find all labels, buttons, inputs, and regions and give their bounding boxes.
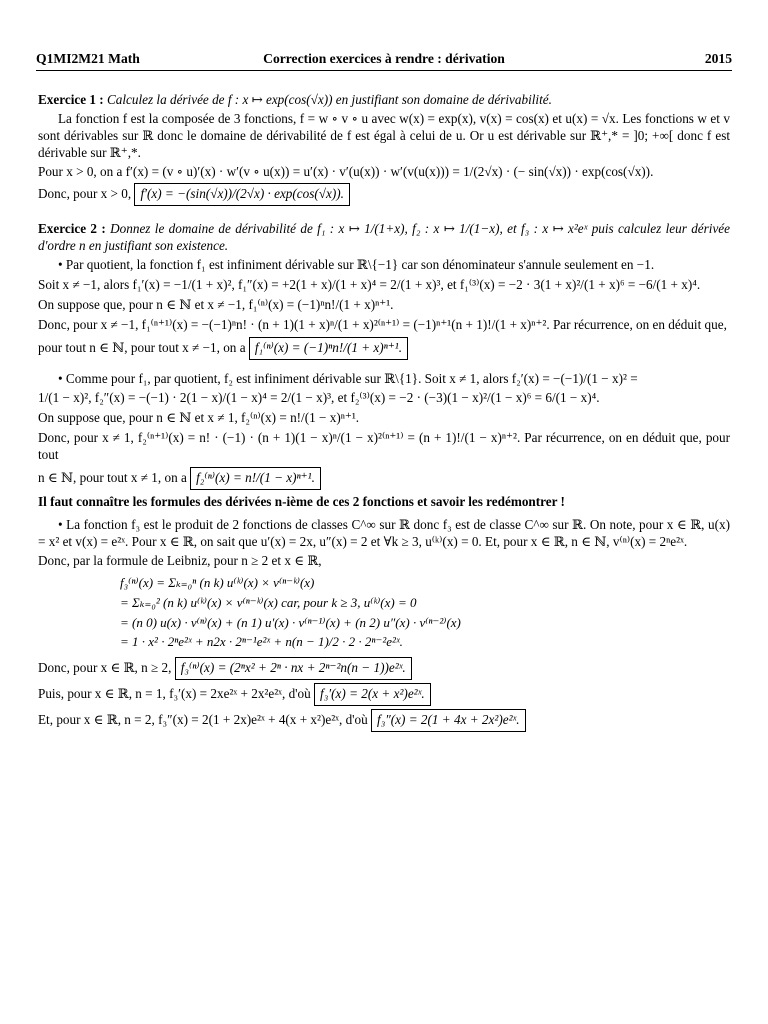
f1-induction-step: Donc, pour x ≠ −1, f₁⁽ⁿ⁺¹⁾(x) = −(−1)ⁿn! · (n + 1)(1 + x)ⁿ/(1 + x)²⁽ⁿ⁺¹⁾ = (−1)ⁿ⁺¹(n + 1)!/(1 + x)ⁿ⁺². Par récurrence, on en déduit que, xyxy=(38,316,727,332)
exercise-1-result-prefix: Donc, pour x > 0, xyxy=(38,186,132,202)
f3-result-n1-box: f₃′(x) = 2(x + x²)e²ˣ. xyxy=(314,683,431,706)
exercise-1-result-box: f′(x) = −(sin(√x))/(2√x) · exp(cos(√x)). xyxy=(134,183,349,206)
f3-result-general-prefix: Donc, pour x ∈ ℝ, n ≥ 2, xyxy=(38,659,172,675)
f3-leibniz-intro: Donc, par la formule de Leibniz, pour n ≥ 2 et x ∈ ℝ, xyxy=(38,552,322,568)
f3-result-n2-box: f₃″(x) = 2(1 + 4x + 2x²)e²ˣ. xyxy=(371,709,526,732)
f3-result-general-box: f₃⁽ⁿ⁾(x) = (2ⁿx² + 2ⁿ · nx + 2ⁿ⁻²n(n − 1))e²ˣ. xyxy=(175,657,412,680)
year: 2015 xyxy=(704,51,732,66)
f3-result-n2-prefix: Et, pour x ∈ ℝ, n = 2, f₃″(x) = 2(1 + 2x)e²ˣ + 4(x + x²)e²ˣ, d'où xyxy=(38,711,368,727)
leibniz-derivation xyxy=(120,575,730,651)
f1-hypothesis: On suppose que, pour n ∈ ℕ et x ≠ −1, f₁⁽ⁿ⁾(x) = (−1)ⁿn!/(1 + x)ⁿ⁺¹. xyxy=(38,296,394,312)
exercise-1-statement xyxy=(38,92,730,109)
f1-derivatives: Soit x ≠ −1, alors f₁′(x) = −1/(1 + x)², f₁″(x) = +2(1 + x)/(1 + x)⁴ = 2/(1 + x)³, et f₁⁽³⁾(x) = −2 · 3(1 + x)²/(1 + x)⁶ = −6/(1 + x)⁴. xyxy=(38,277,701,293)
f3-result-n2 xyxy=(38,709,730,732)
leibniz-line-4: = 1 · x² · 2ⁿe²ˣ + n2x · 2ⁿ⁻¹e²ˣ + n(n − 1)/2 · 2 · 2ⁿ⁻²e²ˣ. xyxy=(120,634,403,650)
must-know-note: Il faut connaître les formules des dérivées n-ième de ces 2 fonctions et savoir les redémontrer ! xyxy=(38,493,565,509)
f3-result-n1-prefix: Puis, pour x ∈ ℝ, n = 1, f₃′(x) = 2xe²ˣ + 2x²e²ˣ, d'où xyxy=(38,685,311,701)
exercise-1-prompt: Calculez la dérivée de f : x ↦ exp(cos(√x)) en justifiant son domaine de dérivabilité. xyxy=(106,92,552,107)
f2-result-prefix: n ∈ ℕ, pour tout x ≠ 1, on a xyxy=(38,470,187,486)
exercise-1-result-line xyxy=(38,183,730,206)
f2-derivatives: 1/(1 − x)², f₂″(x) = −(−1) · 2(1 − x)/(1 − x)⁴ = 2/(1 − x)³, et f₂⁽³⁾(x) = −2 · (−3)(1 − x)²/(1 − x)⁶ = 6/(1 − x)⁴. xyxy=(38,390,600,406)
f2-result-box: f₂⁽ⁿ⁾(x) = n!/(1 − x)ⁿ⁺¹. xyxy=(190,467,321,490)
leibniz-line-2: = Σₖ₌₀² (n k) u⁽ᵏ⁾(x) × v⁽ⁿ⁻ᵏ⁾(x) car, pour k ≥ 3, u⁽ᵏ⁾(x) = 0 xyxy=(120,595,417,611)
exercise-2-prompt: Donnez le domaine de dérivabilité de f₁ : x ↦ 1/(1+x), f₂ : x ↦ 1/(1−x), et f₃ : x ↦ x²eˣ puis calculez leur dérivée d'ordre n en justifiant son existence. xyxy=(38,221,730,254)
document-title: Correction exercices à rendre : dérivation xyxy=(263,51,505,66)
exercise-1-paragraph-1: La fonction f est la composée de 3 fonctions, f = w ∘ v ∘ u avec w(x) = exp(x), v(x) = cos(x) et u(x) = √x. Les fonctions w et v sont dérivables sur ℝ donc le domaine de dérivabilité de f est égal à celui de u. Or u est dérivable sur ℝ⁺,* = ]0; +∞[ donc f est dérivable sur ℝ⁺,*. xyxy=(38,110,730,160)
document-body xyxy=(38,92,730,735)
f1-result-prefix: pour tout n ∈ ℕ, pour tout x ≠ −1, on a xyxy=(38,339,246,355)
f2-hypothesis: On suppose que, pour n ∈ ℕ et x ≠ 1, f₂⁽ⁿ⁾(x) = n!/(1 − x)ⁿ⁺¹. xyxy=(38,410,360,426)
exercise-1-paragraph-2: Pour x > 0, on a f′(x) = (v ∘ u)′(x) · w′(v ∘ u(x)) = u′(x) · v′(u(x)) · w′(v(u(x))) = 1/(2√x) · (− sin(√x)) · exp(cos(√x)). xyxy=(38,163,654,179)
f3-intro: • La fonction f₃ est le produit de 2 fonctions de classes C^∞ sur ℝ donc f₃ est de classe C^∞ sur ℝ. On note, pour x ∈ ℝ, u(x) = x² et v(x) = e²ˣ. Pour x ∈ ℝ, on sait que u′(x) = 2x, u″(x) = 2 et ∀k ≥ 3, u⁽ᵏ⁾(x) = 0. Et, pour x ∈ ℝ, n ∈ ℕ, v⁽ⁿ⁾(x) = 2ⁿe²ˣ. xyxy=(38,516,730,549)
exercise-1-title: Exercice 1 : xyxy=(38,92,104,107)
page-header xyxy=(36,50,732,71)
f3-result-n1 xyxy=(38,683,730,706)
leibniz-line-1: f₃⁽ⁿ⁾(x) = Σₖ₌₀ⁿ (n k) u⁽ᵏ⁾(x) × v⁽ⁿ⁻ᵏ⁾(x) xyxy=(120,575,315,591)
f2-intro: • Comme pour f₁, par quotient, f₂ est infiniment dérivable sur ℝ\{1}. Soit x ≠ 1, alors f₂′(x) = −(−1)/(1 − x)² = xyxy=(58,370,638,386)
f1-result-line xyxy=(38,337,730,360)
f2-result-line xyxy=(38,467,730,490)
exercise-2-statement xyxy=(38,221,730,255)
course-code: Q1MI2M21 Math xyxy=(36,51,140,66)
leibniz-line-3: = (n 0) u(x) · v⁽ⁿ⁾(x) + (n 1) u′(x) · v⁽ⁿ⁻¹⁾(x) + (n 2) u″(x) · v⁽ⁿ⁻²⁾(x) xyxy=(120,614,461,630)
exercise-2-title: Exercice 2 : xyxy=(38,221,106,237)
f1-intro: • Par quotient, la fonction f₁ est infiniment dérivable sur ℝ\{−1} car son dénominateur s'annule seulement en −1. xyxy=(58,257,655,273)
f2-induction-step: Donc, pour x ≠ 1, f₂⁽ⁿ⁺¹⁾(x) = n! · (−1) · (n + 1)(1 − x)ⁿ/(1 − x)²⁽ⁿ⁺¹⁾ = (n + 1)!/(1 − x)ⁿ⁺². Par récurrence, on en déduit que, pour tout xyxy=(38,430,730,463)
f3-result-general xyxy=(38,657,730,680)
f1-result-box: f₁⁽ⁿ⁾(x) = (−1)ⁿn!/(1 + x)ⁿ⁺¹. xyxy=(249,337,408,360)
